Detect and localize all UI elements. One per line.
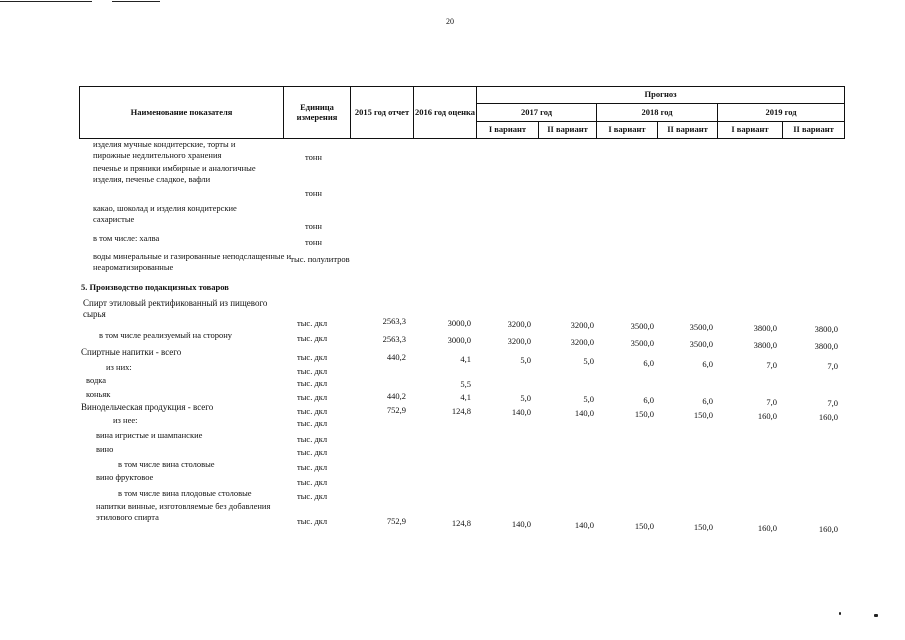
value-2017-v1: 5,0 [520, 355, 531, 365]
value-2015: 752,9 [386, 516, 406, 526]
row-label: в том числе вина столовые [118, 459, 215, 469]
row-label: печенье и пряники имбирные и аналогичные изделия, печенье сладкое, вафли [93, 163, 256, 184]
row-unit: тыс. дкл [297, 378, 328, 388]
row-unit: тонн [305, 152, 322, 162]
value-2017-v1: 3200,0 [507, 319, 531, 329]
value-2017-v2: 3200,0 [570, 337, 594, 347]
row-label: вина игристые и шампанские [96, 430, 203, 440]
row-label: напитки винные, изготовляемые без добавления этилового спирта [96, 501, 271, 522]
header-variant-2: II вариант [658, 121, 718, 138]
value-2018-v2: 150,0 [693, 522, 713, 532]
value-2019-v1: 7,0 [766, 360, 777, 370]
value-2016: 4,1 [460, 354, 471, 364]
row-label: Спиртные напитки - всего [81, 347, 182, 357]
value-2019-v2: 160,0 [818, 412, 838, 422]
row-unit: тонн [305, 188, 322, 198]
value-2019-v1: 160,0 [757, 523, 777, 533]
value-2015: 2563,3 [382, 334, 406, 344]
value-2019-v1: 160,0 [757, 411, 777, 421]
row-unit: тыс. дкл [297, 516, 328, 526]
scan-speck [839, 612, 841, 615]
row-label: в том числе вина плодовые столовые [118, 488, 252, 498]
row-unit: тыс. полулитров [290, 254, 350, 264]
value-2019-v2: 160,0 [818, 524, 838, 534]
value-2016: 4,1 [460, 392, 471, 402]
value-2017-v2: 140,0 [574, 520, 594, 530]
value-2019-v1: 7,0 [766, 397, 777, 407]
value-2019-v1: 3800,0 [753, 340, 777, 350]
row-unit: тыс. дкл [297, 477, 328, 487]
value-2015: 440,2 [386, 391, 406, 401]
header-2019: 2019 год [718, 104, 845, 121]
value-2018-v1: 3500,0 [630, 321, 654, 331]
value-2015: 2563,3 [382, 316, 406, 326]
scan-edge-mark [0, 1, 92, 2]
value-2017-v1: 3200,0 [507, 336, 531, 346]
row-unit: тыс. дкл [297, 392, 328, 402]
row-unit: тонн [305, 237, 322, 247]
row-label: какао, шоколад и изделия кондитерские сахаристые [93, 203, 237, 224]
row-label: в том числе: халва [93, 233, 160, 243]
value-2018-v1: 6,0 [643, 358, 654, 368]
header-variant-1: I вариант [477, 121, 539, 138]
value-2017-v1: 140,0 [511, 407, 531, 417]
scan-speck [874, 614, 878, 617]
row-unit: тыс. дкл [297, 418, 328, 428]
page-number: 20 [446, 17, 454, 26]
header-2016-column: 2016 год оценка [414, 87, 477, 139]
value-2019-v2: 3800,0 [814, 341, 838, 351]
row-label: Винодельческая продукция - всего [81, 402, 214, 412]
row-label: вино фруктовое [96, 472, 154, 482]
value-2019-v2: 7,0 [827, 398, 838, 408]
value-2016: 124,8 [451, 406, 471, 416]
value-2018-v1: 150,0 [634, 409, 654, 419]
header-name-column: Наименование показателя [80, 87, 284, 139]
value-2016: 5,5 [460, 379, 471, 389]
value-2016: 3000,0 [447, 335, 471, 345]
row-unit: тыс. дкл [297, 333, 328, 343]
row-unit: тыс. дкл [297, 366, 328, 376]
value-2015: 752,9 [386, 405, 406, 415]
value-2018-v2: 6,0 [702, 396, 713, 406]
section-title: 5. Производство подакцизных товаров [81, 282, 229, 292]
row-label: вино [96, 444, 114, 454]
value-2017-v2: 5,0 [583, 394, 594, 404]
table-header [79, 86, 845, 139]
value-2018-v2: 150,0 [693, 410, 713, 420]
value-2018-v1: 150,0 [634, 521, 654, 531]
value-2018-v2: 6,0 [702, 359, 713, 369]
header-variant-1: I вариант [597, 121, 658, 138]
value-2017-v1: 140,0 [511, 519, 531, 529]
row-label: воды минеральные и газированные неподслащенные и неароматизированные [93, 251, 292, 272]
row-unit: тыс. дкл [297, 447, 328, 457]
row-label: Спирт этиловый ректификованный из пищевого сырья [83, 298, 268, 320]
value-2016: 3000,0 [447, 318, 471, 328]
row-unit: тыс. дкл [297, 352, 328, 362]
row-unit: тыс. дкл [297, 491, 328, 501]
row-label: в том числе реализуемый на сторону [99, 330, 233, 340]
value-2018-v1: 3500,0 [630, 338, 654, 348]
row-unit: тыс. дкл [297, 406, 328, 416]
value-2019-v1: 3800,0 [753, 323, 777, 333]
header-2017: 2017 год [477, 104, 597, 121]
row-label: из нее: [113, 415, 138, 425]
header-2018: 2018 год [597, 104, 718, 121]
row-label: изделия мучные кондитерские, торты и пирожные недлительного хранения [93, 139, 236, 160]
value-2018-v2: 3500,0 [689, 339, 713, 349]
header-variant-2: II вариант [783, 121, 845, 138]
value-2017-v2: 5,0 [583, 356, 594, 366]
row-label: из них: [106, 362, 132, 372]
row-label: водка [86, 375, 107, 385]
value-2019-v2: 7,0 [827, 361, 838, 371]
header-unit-column: Единица измерения [284, 87, 351, 139]
row-unit: тыс. дкл [297, 434, 328, 444]
value-2018-v1: 6,0 [643, 395, 654, 405]
header-2015-column: 2015 год отчет [351, 87, 414, 139]
value-2015: 440,2 [386, 352, 406, 362]
value-2017-v2: 3200,0 [570, 320, 594, 330]
value-2017-v1: 5,0 [520, 393, 531, 403]
value-2018-v2: 3500,0 [689, 322, 713, 332]
row-label: коньяк [86, 389, 111, 399]
value-2017-v2: 140,0 [574, 408, 594, 418]
value-2016: 124,8 [451, 518, 471, 528]
scan-edge-mark [112, 1, 160, 2]
value-2019-v2: 3800,0 [814, 324, 838, 334]
header-variant-2: II вариант [539, 121, 597, 138]
header-forecast: Прогноз [477, 87, 845, 104]
row-unit: тонн [305, 221, 322, 231]
row-unit: тыс. дкл [297, 318, 328, 328]
row-unit: тыс. дкл [297, 462, 328, 472]
header-variant-1: I вариант [718, 121, 783, 138]
